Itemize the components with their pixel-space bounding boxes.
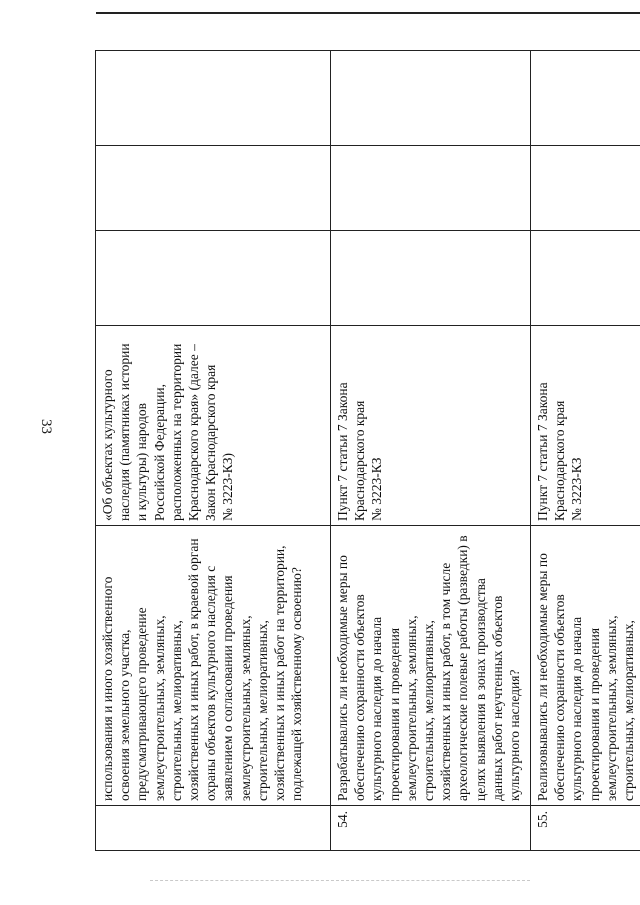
answer-yes-cell [531, 231, 640, 326]
legal-basis-text-line: наследия (памятниках истории [117, 343, 133, 521]
row-number: 55. [531, 806, 640, 851]
answer-yes-cell [96, 231, 331, 326]
legal-basis-text-line: Пункт 7 статьи 7 Закона [535, 382, 550, 521]
legal-basis-text-line: «Об объектах культурного [100, 369, 115, 521]
question-text-line: проектирования и проведения [386, 627, 402, 801]
question-text-line: подлежащей хозяйственному освоению? [289, 567, 305, 801]
legal-basis-text-line: Закон Краснодарского края [203, 364, 219, 521]
table-row-55 [531, 51, 640, 851]
question-text-line: строительных, мелиоративных, [254, 620, 270, 801]
legal-basis-text-line: Краснодарского края [352, 400, 368, 521]
question-text-line: землеустроительных, земляных, [403, 615, 419, 801]
question-cell [531, 526, 640, 806]
question-cell [96, 526, 331, 806]
legal-basis-text-line: и культуры) народов [134, 403, 150, 521]
question-text-line: землеустроительных, земляных, [237, 615, 253, 801]
question-text-line: целях выявления в зонах производства [472, 578, 488, 801]
question-text-line: обеспечению сохранности объектов [552, 594, 568, 801]
question-text-line: археологические полевые работы (разведки) в [455, 535, 471, 801]
table-row-54 [331, 51, 531, 851]
legal-basis-text-line: № 3223-КЗ) [220, 452, 236, 521]
rotated-checklist-sheet [95, 51, 637, 851]
answer-na-cell [96, 51, 331, 146]
answer-no-cell [531, 146, 640, 231]
question-text-line: заявлением о согласовании проведения [220, 575, 236, 801]
question-text-line: охраны объектов культурного наследия с [203, 565, 219, 801]
scan-artifact-line [150, 880, 530, 885]
legal-basis-cell [331, 326, 531, 526]
legal-basis-text-line: Краснодарского края [552, 400, 568, 521]
question-text-line: строительных, мелиоративных, [621, 620, 637, 801]
question-text-line: культурного наследия? [507, 669, 523, 801]
answer-na-cell [331, 51, 531, 146]
legal-basis-cell [531, 326, 640, 526]
question-text-line: проектирования и проведения [586, 627, 602, 801]
question-text-line: землеустроительных, земляных, [151, 615, 167, 801]
legal-basis-cell [96, 326, 331, 526]
question-text-line: обеспечению сохранности объектов [352, 594, 368, 801]
question-text-line: данных работ неучтенных объектов [489, 595, 505, 801]
question-text-line: хозяйственных и иных работ на территории, [272, 545, 288, 801]
row-number [96, 806, 331, 851]
question-text-line: Реализовывались ли необходимые меры по [535, 553, 550, 801]
question-text-line: хозяйственных и иных работ, в краевой орган [186, 538, 202, 801]
answer-na-cell [531, 51, 640, 146]
answer-no-cell [331, 146, 531, 231]
question-text-line: строительных, мелиоративных, [168, 620, 184, 801]
legal-basis-text-line: расположенных на территории [168, 343, 184, 521]
table-row-continuation [96, 51, 331, 851]
page-top-rule [96, 12, 640, 14]
question-text-line: строительных, мелиоративных, [421, 620, 437, 801]
answer-yes-cell [331, 231, 531, 326]
question-text-line: культурного наследия до начала [569, 616, 585, 801]
page-number: 33 [38, 419, 54, 434]
legal-basis-text-line: № 3223-КЗ [569, 457, 585, 521]
question-text-line: хозяйственных и иных работ, в том числе [438, 562, 454, 801]
question-text-line: предусматривающего проведение [134, 607, 150, 801]
legal-basis-text-line: Российской Федерации, [151, 383, 167, 521]
legal-basis-text-line: Пункт 7 статьи 7 Закона [335, 382, 350, 521]
question-text-line: освоения земельного участка, [117, 629, 133, 801]
question-cell [331, 526, 531, 806]
legal-basis-text-line: № 3223-КЗ [369, 457, 385, 521]
checklist-table [95, 50, 640, 851]
legal-basis-text-line: Краснодарского края» (далее – [186, 344, 202, 521]
answer-no-cell [96, 146, 331, 231]
question-text-line: землеустроительных, земляных, [603, 615, 619, 801]
question-text-line: использования и иного хозяйственного [100, 576, 115, 801]
question-text-line: культурного наследия до начала [369, 616, 385, 801]
question-text-line: Разрабатывались ли необходимые меры по [335, 555, 350, 801]
row-number: 54. [331, 806, 531, 851]
